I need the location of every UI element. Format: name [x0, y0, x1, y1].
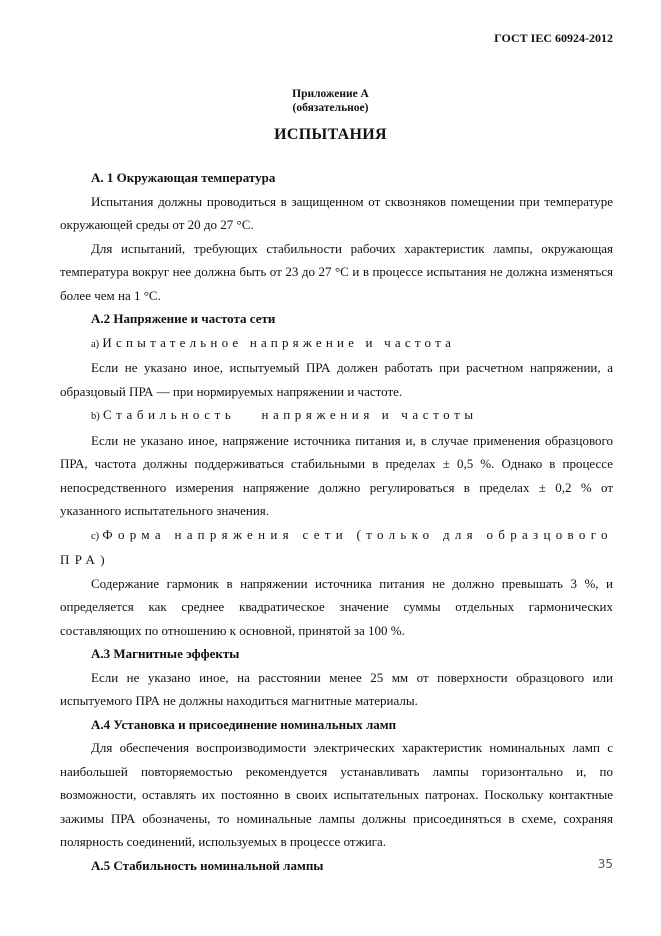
subsection-a2-a: [60, 331, 613, 357]
subsection-title-b-part1: Стабильность: [103, 407, 236, 422]
subsection-marker-c: c): [91, 530, 100, 542]
appendix-status: (обязательное): [292, 102, 369, 114]
subsection-a2-b: [60, 403, 613, 429]
appendix-label: Приложение А: [292, 88, 369, 100]
document-body: [60, 166, 613, 877]
subsection-a2-c: [60, 523, 613, 572]
section-heading-a4: А.4 Установка и присоединение номинальных ламп: [91, 716, 397, 732]
subsection-title-a: Испытательное напряжение и частота: [102, 334, 456, 350]
paragraph-a2-c: Содержание гармоник в напряжении источника питания не должно превышать 3 %, и определяется как среднее квадратическое значение суммы отдельных гармонических составляющих по отношению к основной, принятой за 100 %.: [60, 575, 613, 638]
section-heading-a1: А. 1 Окружающая температура: [91, 170, 276, 185]
paragraph-a3: Если не указано иное, на расстоянии менее 25 мм от поверхности образцового или испытуемого ПРА не должны находиться магнитные материалы.: [60, 669, 613, 708]
subsection-marker-b: b): [91, 411, 100, 422]
paragraph-a4: Для обеспечения воспроизводимости электрических характеристик номинальных ламп с наибольшей повторяемостью рекомендуется устанавливать лампы горизонтально и, по возможности, оставлять их постоянно в своих испытательных патронах. Поскольку контактные зажимы ПРА обозначены, то номинальные лампы должны присоединяться в схеме, сохраняя полярность соединений, используемых в процессе отжига.: [60, 740, 613, 849]
paragraph-a1-1: Испытания должны проводиться в защищенном от сквозняков помещении при температуре окружающей среды от 20 до 27 °С.: [60, 193, 613, 232]
subsection-marker-a: a): [91, 338, 100, 350]
document-code-header: ГОСТ IEC 60924-2012: [494, 31, 613, 45]
section-heading-a5: А.5 Стабильность номинальной лампы: [91, 857, 324, 873]
subsection-title-c: Форма напряжения сети (только для образцового ПРА): [60, 526, 613, 567]
paragraph-a1-2: Для испытаний, требующих стабильности рабочих характеристик лампы, окружающая температура вокруг нее должна быть от 23 до 27 °С и в процессе испытания не должна изменяться более чем на 1 °С.: [60, 240, 613, 303]
page-number: 35: [597, 857, 613, 871]
section-heading-a3: А.3 Магнитные эффекты: [91, 646, 240, 661]
page-title: ИСПЫТАНИЯ: [274, 126, 387, 143]
paragraph-a2-b: Если не указано иное, напряжение источника питания и, в случае применения образцового ПРА, частота должны поддерживаться стабильными в пределах ± 0,5 %. Однако в процессе непосредственного измерения напряжение должно регулироваться в пределах ± 0,2 % от указанного испытательного значения.: [60, 432, 613, 518]
paragraph-a2-a: Если не указано иное, испытуемый ПРА должен работать при расчетном напряжении, а образцовый ПРА — при нормируемых напряжении и частоте.: [60, 360, 613, 399]
section-heading-a2: А.2 Напряжение и частота сети: [91, 311, 276, 326]
subsection-title-b-part2: напряжения и частоты: [261, 407, 478, 422]
